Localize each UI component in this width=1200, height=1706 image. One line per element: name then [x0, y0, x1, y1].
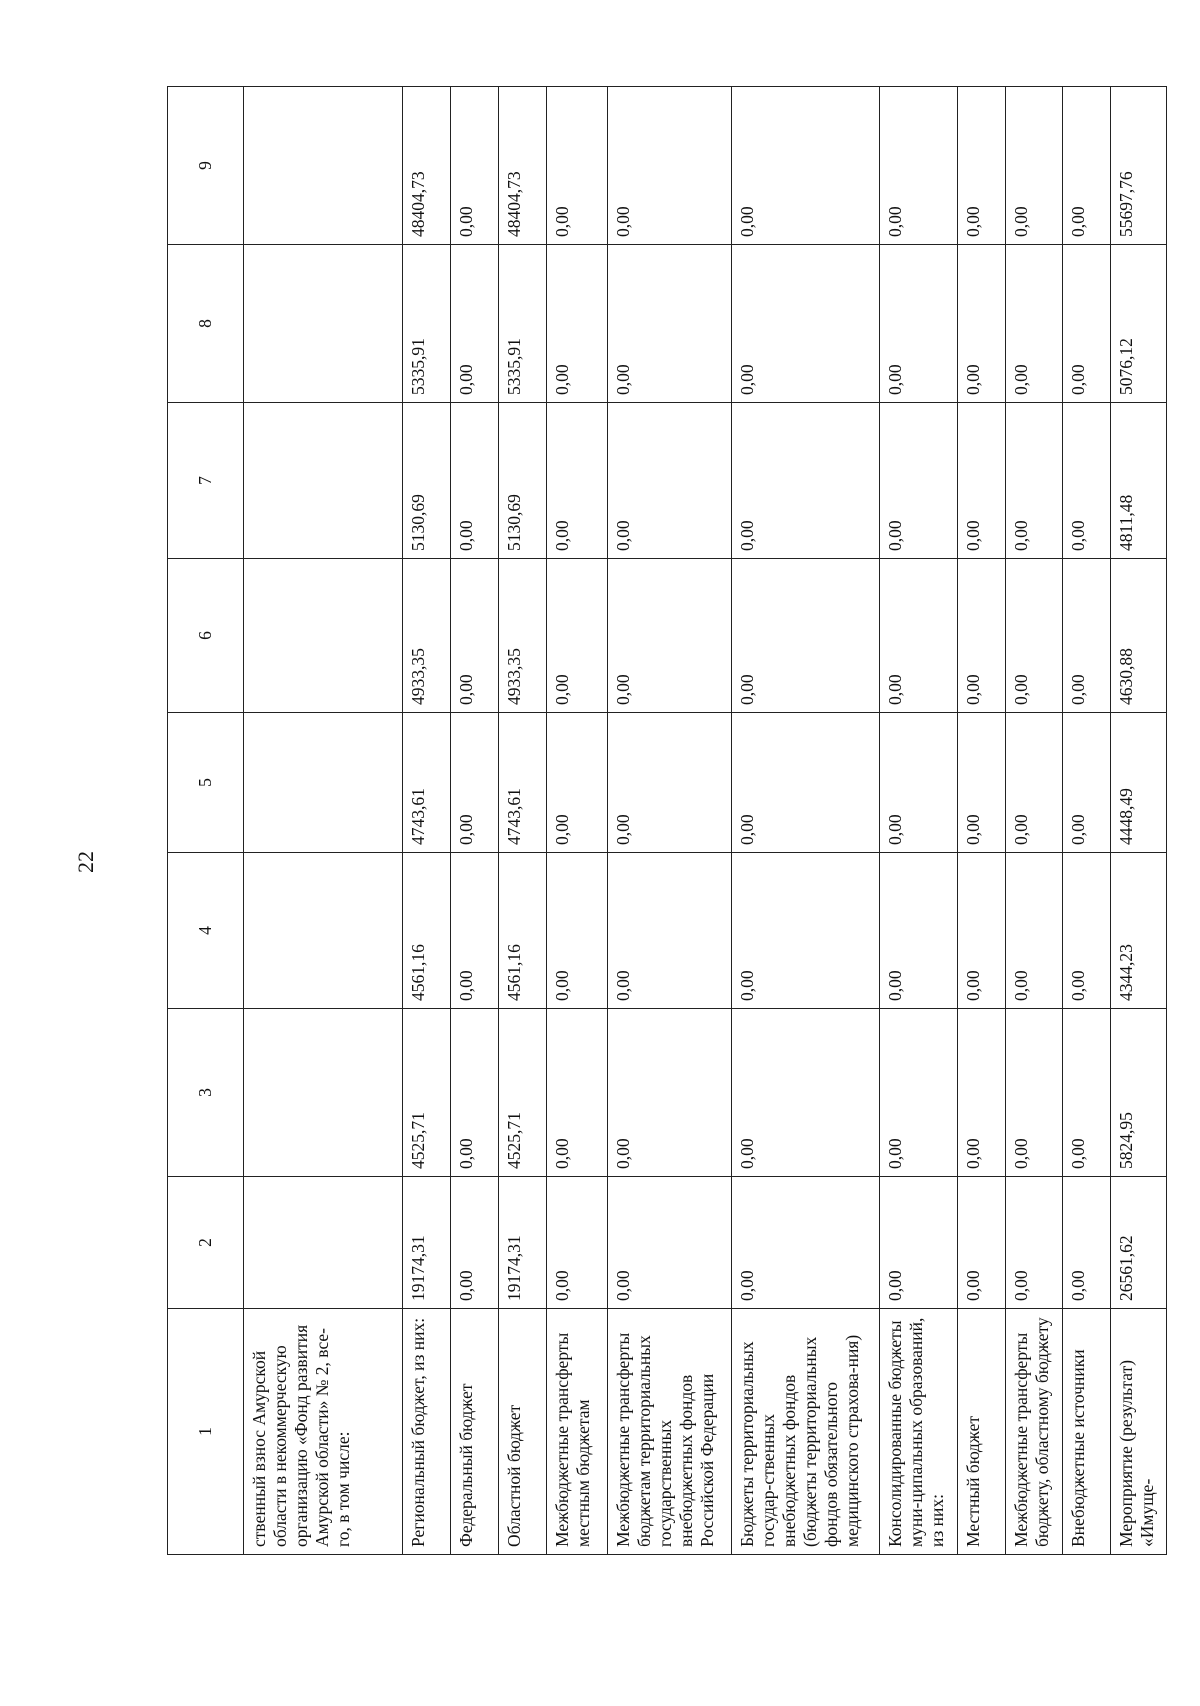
table-row [732, 87, 879, 1555]
value-cell: 0,00 [607, 559, 731, 713]
value-cell: 19174,31 [498, 1177, 546, 1309]
column-header: 6 [168, 559, 244, 713]
value-cell: 26561,62 [1111, 1177, 1167, 1309]
row-label: Межбюджетные трансферты бюджету, областному бюджету [1006, 1309, 1063, 1555]
value-cell: 0,00 [450, 1009, 498, 1177]
value-cell: 19174,31 [402, 1177, 450, 1309]
value-cell: 0,00 [879, 87, 958, 245]
value-cell: 0,00 [1006, 245, 1063, 403]
value-cell: 0,00 [1063, 1177, 1111, 1309]
value-cell: 0,00 [1063, 87, 1111, 245]
table-row [450, 87, 498, 1555]
value-cell: 0,00 [1006, 1177, 1063, 1309]
value-cell: 0,00 [732, 853, 879, 1009]
value-cell: 0,00 [607, 1177, 731, 1309]
column-header: 4 [168, 853, 244, 1009]
table-row [498, 87, 546, 1555]
value-cell [244, 1177, 402, 1309]
column-header: 9 [168, 87, 244, 245]
column-header: 2 [168, 1177, 244, 1309]
value-cell: 0,00 [732, 1177, 879, 1309]
value-cell: 0,00 [607, 713, 731, 853]
value-cell: 0,00 [958, 403, 1006, 559]
value-cell [244, 713, 402, 853]
value-cell: 5824,95 [1111, 1009, 1167, 1177]
table-row [546, 87, 607, 1555]
value-cell: 0,00 [1006, 1009, 1063, 1177]
table-row [607, 87, 731, 1555]
value-cell: 0,00 [958, 87, 1006, 245]
value-cell [244, 403, 402, 559]
value-cell: 0,00 [879, 1009, 958, 1177]
value-cell: 0,00 [732, 1009, 879, 1177]
value-cell: 48404,73 [402, 87, 450, 245]
value-cell: 0,00 [546, 559, 607, 713]
table-row [1063, 87, 1111, 1555]
table-row [1111, 87, 1167, 1555]
value-cell: 0,00 [1006, 403, 1063, 559]
value-cell: 4743,61 [498, 713, 546, 853]
value-cell: 0,00 [546, 403, 607, 559]
row-label: Внебюджетные источники [1063, 1309, 1111, 1555]
value-cell: 0,00 [1006, 713, 1063, 853]
value-cell: 0,00 [546, 87, 607, 245]
value-cell: 4561,16 [402, 853, 450, 1009]
value-cell: 0,00 [958, 1009, 1006, 1177]
value-cell: 0,00 [1063, 559, 1111, 713]
value-cell: 4743,61 [402, 713, 450, 853]
value-cell: 0,00 [879, 713, 958, 853]
value-cell: 0,00 [450, 1177, 498, 1309]
value-cell: 4344,23 [1111, 853, 1167, 1009]
value-cell: 0,00 [1006, 559, 1063, 713]
column-header: 3 [168, 1009, 244, 1177]
table-row [958, 87, 1006, 1555]
value-cell: 5335,91 [498, 245, 546, 403]
value-cell: 4811,48 [1111, 403, 1167, 559]
value-cell: 48404,73 [498, 87, 546, 245]
row-label: Межбюджетные трансферты местным бюджетам [546, 1309, 607, 1555]
value-cell: 0,00 [546, 713, 607, 853]
table-row [244, 87, 402, 1555]
value-cell: 0,00 [1006, 853, 1063, 1009]
value-cell: 4525,71 [402, 1009, 450, 1177]
value-cell: 0,00 [732, 245, 879, 403]
value-cell: 4561,16 [498, 853, 546, 1009]
value-cell: 0,00 [546, 853, 607, 1009]
value-cell: 0,00 [1063, 713, 1111, 853]
value-cell [244, 559, 402, 713]
column-header: 7 [168, 403, 244, 559]
row-label: Федеральный бюджет [450, 1309, 498, 1555]
value-cell: 4933,35 [498, 559, 546, 713]
value-cell: 0,00 [450, 559, 498, 713]
header-row [168, 87, 244, 1555]
rotated-table-container [167, 87, 1167, 1555]
row-label: Областной бюджет [498, 1309, 546, 1555]
value-cell: 0,00 [450, 713, 498, 853]
row-label: Мероприятие (результат) «Имуще- [1111, 1309, 1167, 1555]
value-cell: 0,00 [879, 403, 958, 559]
value-cell: 0,00 [607, 1009, 731, 1177]
value-cell [244, 1009, 402, 1177]
value-cell: 0,00 [607, 245, 731, 403]
table-row [402, 87, 450, 1555]
row-label: Региональный бюджет, из них: [402, 1309, 450, 1555]
value-cell [244, 853, 402, 1009]
value-cell: 0,00 [879, 245, 958, 403]
value-cell: 4448,49 [1111, 713, 1167, 853]
value-cell: 0,00 [958, 1177, 1006, 1309]
value-cell: 0,00 [732, 713, 879, 853]
value-cell: 0,00 [607, 403, 731, 559]
value-cell: 0,00 [450, 853, 498, 1009]
value-cell [244, 245, 402, 403]
value-cell: 0,00 [1063, 403, 1111, 559]
column-header: 8 [168, 245, 244, 403]
value-cell: 0,00 [546, 1177, 607, 1309]
value-cell: 0,00 [546, 245, 607, 403]
value-cell: 0,00 [607, 87, 731, 245]
value-cell: 0,00 [958, 559, 1006, 713]
value-cell: 5130,69 [498, 403, 546, 559]
value-cell: 4525,71 [498, 1009, 546, 1177]
value-cell: 0,00 [1006, 87, 1063, 245]
value-cell: 0,00 [879, 559, 958, 713]
value-cell: 0,00 [450, 245, 498, 403]
value-cell: 0,00 [1063, 1009, 1111, 1177]
value-cell [244, 87, 402, 245]
column-header: 5 [168, 713, 244, 853]
value-cell: 0,00 [958, 245, 1006, 403]
table-row [1006, 87, 1063, 1555]
value-cell: 0,00 [607, 853, 731, 1009]
row-label: ственный взнос Амурской области в некоммерческую организацию «Фонд развития Амурской области» № 2, все-го, в том числе: [244, 1309, 402, 1555]
value-cell: 5130,69 [402, 403, 450, 559]
value-cell: 0,00 [879, 1177, 958, 1309]
value-cell: 0,00 [958, 713, 1006, 853]
page-number: 22 [73, 851, 98, 873]
value-cell: 0,00 [450, 87, 498, 245]
value-cell: 0,00 [879, 853, 958, 1009]
value-cell: 0,00 [546, 1009, 607, 1177]
value-cell: 0,00 [958, 853, 1006, 1009]
value-cell: 4630,88 [1111, 559, 1167, 713]
value-cell: 4933,35 [402, 559, 450, 713]
value-cell: 0,00 [1063, 245, 1111, 403]
value-cell: 5335,91 [402, 245, 450, 403]
row-label: Межбюджетные трансферты бюджетам территориальных государственных внебюджетных фондов Российской Федерации [607, 1309, 731, 1555]
value-cell: 0,00 [1063, 853, 1111, 1009]
table-row [879, 87, 958, 1555]
budget-table [167, 86, 1167, 1555]
value-cell: 0,00 [732, 403, 879, 559]
value-cell: 0,00 [450, 403, 498, 559]
value-cell: 55697,76 [1111, 87, 1167, 245]
column-header: 1 [168, 1309, 244, 1555]
value-cell: 5076,12 [1111, 245, 1167, 403]
value-cell: 0,00 [732, 87, 879, 245]
row-label: Консолидированные бюджеты муни-ципальных образований, из них: [879, 1309, 958, 1555]
value-cell: 0,00 [732, 559, 879, 713]
row-label: Местный бюджет [958, 1309, 1006, 1555]
row-label: Бюджеты территориальных государ-ственных внебюджетных фондов (бюджеты территориальных фондов обязательного медицинского страхова-ния) [732, 1309, 879, 1555]
